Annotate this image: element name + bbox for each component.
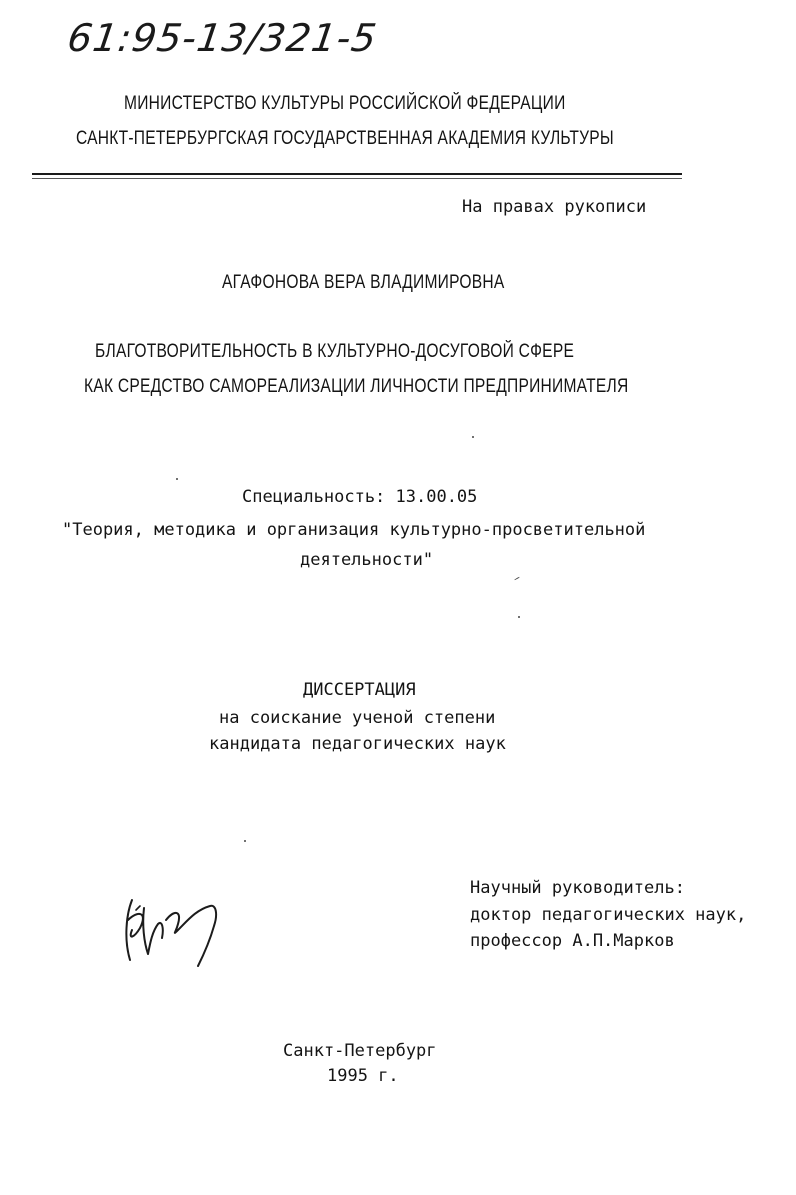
ministry-heading: МИНИСТЕРСТВО КУЛЬТУРЫ РОССИЙСКОЙ ФЕДЕРАЦИИ [124, 93, 566, 114]
specialty-code: Специальность: 13.00.05 [242, 487, 478, 507]
signature [118, 880, 228, 975]
scan-speck [472, 436, 474, 438]
work-type-line-1: на соискание ученой степени [219, 708, 496, 728]
supervisor-name: профессор А.П.Марков [470, 931, 675, 951]
scan-speck [176, 478, 178, 480]
scan-speck [244, 840, 246, 842]
scan-speck [514, 577, 520, 581]
author-name: АГАФОНОВА ВЕРА ВЛАДИМИРОВНА [222, 272, 505, 293]
year: 1995 г. [327, 1066, 399, 1086]
archive-number: 61:95-13/321-5 [64, 16, 380, 60]
supervisor-label: Научный руководитель: [470, 878, 685, 898]
header-divider-shadow [32, 178, 682, 179]
supervisor-degree: доктор педагогических наук, [470, 905, 747, 925]
work-type-line-2: кандидата педагогических наук [209, 734, 506, 754]
specialty-name-line-2: деятельности" [300, 550, 434, 570]
header-divider [32, 173, 682, 175]
title-line-2: КАК СРЕДСТВО САМОРЕАЛИЗАЦИИ ЛИЧНОСТИ ПРЕДПРИНИМАТЕЛЯ [84, 376, 629, 397]
work-type-label: ДИССЕРТАЦИЯ [303, 680, 416, 700]
title-line-1: БЛАГОТВОРИТЕЛЬНОСТЬ В КУЛЬТУРНО-ДОСУГОВОЙ СФЕРЕ [95, 341, 575, 362]
scan-speck [518, 616, 520, 618]
academy-heading: САНКТ-ПЕТЕРБУРГСКАЯ ГОСУДАРСТВЕННАЯ АКАДЕМИЯ КУЛЬТУРЫ [76, 128, 614, 149]
specialty-name-line-1: "Теория, методика и организация культурно-просветительной [62, 520, 646, 540]
city: Санкт-Петербург [283, 1041, 437, 1061]
manuscript-note: На правах рукописи [462, 197, 647, 217]
